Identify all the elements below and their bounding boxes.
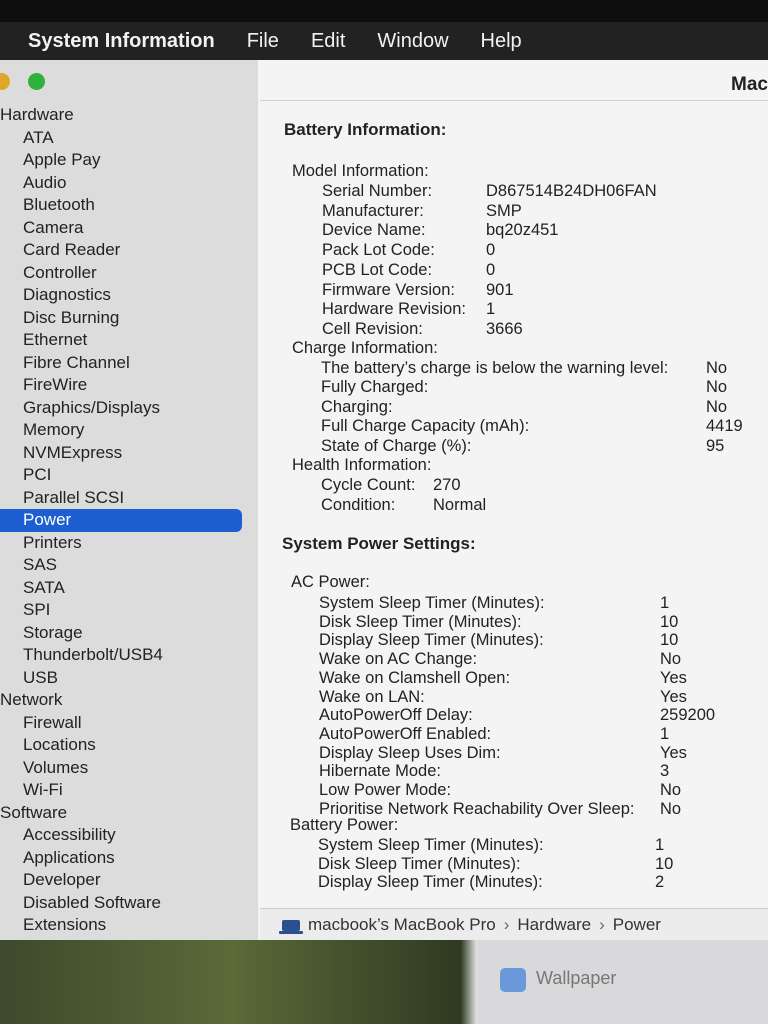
model-info-key: Device Name:: [322, 221, 426, 240]
charge-info-key: Charging:: [321, 397, 393, 416]
model-info-key: Pack Lot Code:: [322, 241, 435, 260]
model-info-value: 901: [486, 280, 514, 299]
ac-power-row: [319, 724, 730, 744]
model-info-row: [322, 240, 730, 260]
sidebar-item-extensions[interactable]: Extensions: [23, 915, 107, 934]
model-info-key: Manufacturer:: [322, 201, 424, 220]
system-information-window: [0, 60, 768, 940]
menu-file[interactable]: File: [246, 29, 279, 52]
ac-power-value: No: [660, 799, 682, 818]
ac-power-value: Yes: [660, 743, 687, 762]
ac-power-row: [319, 687, 730, 707]
ac-power-value: 259200: [660, 706, 716, 725]
titlebar-divider: [260, 100, 768, 101]
path-separator: ›: [503, 915, 510, 934]
model-info-row: [322, 280, 730, 300]
zoom-button[interactable]: [28, 73, 45, 90]
health-info-value: 270: [433, 476, 461, 494]
path-item-device[interactable]: macbook’s MacBook Pro: [308, 915, 496, 934]
battery-power-heading: Battery Power:: [290, 816, 399, 834]
battery-power-value: 10: [655, 854, 674, 873]
ac-power-key: Display Sleep Timer (Minutes):: [319, 631, 544, 650]
sidebar-item-wi-fi[interactable]: Wi-Fi: [23, 780, 63, 799]
sidebar-item-network[interactable]: Network: [0, 690, 63, 709]
ac-power-value: No: [660, 650, 682, 669]
ac-power-key: Low Power Mode:: [319, 781, 452, 799]
settings-panel-peek: [478, 940, 768, 1024]
sidebar-item-parallel-scsi[interactable]: Parallel SCSI: [23, 487, 125, 507]
wallpaper-icon: [500, 968, 526, 992]
model-info-value: 0: [486, 260, 496, 279]
battery-power-row: [318, 835, 730, 855]
laptop-icon: [282, 920, 300, 931]
sidebar-item-ata[interactable]: ATA: [23, 127, 54, 147]
sidebar-item-spi[interactable]: SPI: [23, 600, 51, 619]
sidebar-item-camera[interactable]: Camera: [23, 217, 84, 237]
ac-power-row: [319, 630, 730, 650]
ac-power-value: Yes: [660, 668, 687, 687]
model-info-row: [322, 181, 730, 201]
path-separator: ›: [599, 915, 605, 934]
health-information-heading: Health Information:: [292, 456, 432, 474]
sidebar-item-storage[interactable]: Storage: [23, 622, 83, 642]
ac-power-value: No: [660, 781, 682, 799]
ac-power-heading: AC Power:: [291, 573, 370, 591]
health-info-key: Cycle Count:: [321, 476, 416, 494]
ac-power-key: AutoPowerOff Delay:: [319, 706, 473, 725]
ac-power-key: Display Sleep Uses Dim:: [319, 743, 501, 762]
sidebar-item-developer[interactable]: Developer: [23, 870, 101, 889]
model-info-value: 1: [486, 300, 496, 319]
model-info-row: [322, 220, 730, 240]
sidebar-item-memory[interactable]: Memory: [23, 420, 85, 439]
battery-power-row: [318, 872, 730, 892]
menu-bar: [0, 22, 768, 60]
ac-power-key: Hibernate Mode:: [319, 762, 441, 781]
battery-power-value: 2: [655, 873, 665, 891]
ac-power-key: System Sleep Timer (Minutes):: [319, 594, 545, 612]
model-info-key: Hardware Revision:: [322, 300, 466, 319]
wallpaper-label[interactable]: Wallpaper: [536, 968, 617, 988]
charge-info-key: Fully Charged:: [321, 378, 429, 397]
ac-power-row: [319, 761, 730, 781]
minimize-button[interactable]: [0, 73, 10, 90]
sidebar: [0, 60, 258, 940]
health-info-row: [321, 495, 730, 515]
model-info-value: 3666: [486, 319, 523, 338]
model-info-row: [322, 260, 730, 280]
sidebar-item-nvmexpress[interactable]: NVMExpress: [23, 442, 123, 462]
ac-power-row: [319, 705, 730, 725]
screen-bezel: [0, 0, 768, 22]
model-information-heading: Model Information:: [292, 162, 429, 180]
battery-power-key: System Sleep Timer (Minutes):: [318, 836, 544, 854]
sidebar-item-firewire[interactable]: FireWire: [23, 375, 88, 394]
sidebar-item-locations[interactable]: Locations: [23, 735, 96, 754]
ac-power-value: 1: [660, 724, 670, 743]
window-title: Mac: [731, 74, 768, 95]
ac-power-row: [319, 780, 730, 800]
sidebar-item-software[interactable]: Software: [0, 802, 68, 822]
sidebar-item-ethernet[interactable]: Ethernet: [23, 330, 88, 349]
sidebar-item-thunderbolt-usb4[interactable]: Thunderbolt/USB4: [23, 645, 163, 664]
sidebar-item-firewall[interactable]: Firewall: [23, 712, 82, 732]
sidebar-item-fibre-channel[interactable]: Fibre Channel: [23, 352, 130, 372]
charge-info-value: No: [706, 378, 728, 397]
charge-info-key: Full Charge Capacity (mAh):: [321, 417, 530, 436]
path-bar: [260, 908, 768, 941]
app-menu[interactable]: System Information: [28, 29, 215, 52]
menu-window[interactable]: Window: [377, 29, 449, 52]
ac-power-row: [319, 612, 730, 632]
sidebar-item-hardware[interactable]: Hardware: [0, 105, 74, 124]
sidebar-item-bluetooth[interactable]: Bluetooth: [23, 195, 95, 214]
ac-power-row: [319, 593, 730, 613]
sidebar-item-pci[interactable]: PCI: [23, 465, 52, 484]
charge-info-value: 95: [706, 436, 725, 455]
ac-power-key: Wake on AC Change:: [319, 650, 478, 669]
model-info-value: bq20z451: [486, 221, 559, 240]
model-info-key: Serial Number:: [322, 182, 433, 200]
charge-info-row: [321, 358, 730, 378]
model-info-row: [322, 319, 730, 339]
sidebar-item-disc-burning[interactable]: Disc Burning: [23, 307, 120, 327]
model-info-value: D867514B24DH06FAN: [486, 182, 657, 200]
charge-info-key: State of Charge (%):: [321, 436, 472, 455]
charge-information-heading: Charge Information:: [292, 339, 438, 357]
ac-power-value: 3: [660, 762, 670, 781]
ac-power-key: Prioritise Network Reachability Over Sleep:: [319, 799, 635, 818]
sidebar-item-accessibility[interactable]: Accessibility: [23, 825, 116, 844]
sidebar-item-graphics-displays[interactable]: Graphics/Displays: [23, 397, 160, 417]
sidebar-item-applications[interactable]: Applications: [23, 847, 115, 867]
sidebar-item-diagnostics[interactable]: Diagnostics: [23, 285, 111, 304]
ac-power-value: Yes: [660, 687, 687, 706]
model-info-key: PCB Lot Code:: [322, 260, 433, 279]
charge-info-row: [321, 377, 730, 397]
ac-power-row: [319, 668, 730, 688]
charge-info-value: No: [706, 397, 728, 416]
system-power-settings-heading: System Power Settings:: [282, 534, 476, 553]
model-info-key: Cell Revision:: [322, 319, 423, 338]
sidebar-item-sas[interactable]: SAS: [23, 555, 58, 574]
sidebar-item-usb[interactable]: USB: [23, 667, 58, 687]
health-info-key: Condition:: [321, 495, 396, 514]
ac-power-key: Wake on LAN:: [319, 687, 425, 706]
ac-power-value: 1: [660, 594, 670, 612]
menu-edit[interactable]: Edit: [310, 29, 346, 52]
sidebar-item-controller[interactable]: Controller: [23, 262, 97, 282]
battery-power-key: Disk Sleep Timer (Minutes):: [318, 854, 521, 873]
battery-power-value: 1: [655, 836, 665, 854]
content-pane: [260, 60, 768, 940]
sidebar-item-apple-pay[interactable]: Apple Pay: [23, 150, 101, 169]
ac-power-key: AutoPowerOff Enabled:: [319, 724, 492, 743]
ac-power-value: 10: [660, 631, 679, 650]
charge-info-value: No: [706, 359, 728, 377]
ac-power-key: Wake on Clamshell Open:: [319, 668, 511, 687]
model-info-key: Firmware Version:: [322, 280, 455, 299]
ac-power-row: [319, 649, 730, 669]
sidebar-item-power[interactable]: Power: [0, 509, 242, 532]
path-item-power[interactable]: Power: [612, 915, 661, 934]
sidebar-item-disabled-software[interactable]: Disabled Software: [23, 892, 161, 912]
sidebar-item-audio[interactable]: Audio: [23, 172, 67, 192]
charge-info-row: [321, 436, 730, 456]
charge-info-row: [321, 416, 743, 436]
sidebar-item-sata[interactable]: SATA: [23, 577, 65, 597]
battery-power-key: Display Sleep Timer (Minutes):: [318, 873, 543, 891]
model-info-value: 0: [486, 241, 496, 260]
sidebar-item-printers[interactable]: Printers: [23, 532, 82, 552]
health-info-row: [321, 475, 730, 495]
menu-help[interactable]: Help: [480, 29, 522, 52]
health-info-value: Normal: [433, 495, 487, 514]
charge-info-key: The battery’s charge is below the warning level:: [321, 359, 669, 377]
charge-info-row: [321, 397, 730, 417]
sidebar-list: [0, 104, 258, 959]
ac-power-key: Disk Sleep Timer (Minutes):: [319, 612, 522, 631]
sidebar-item-volumes[interactable]: Volumes: [23, 757, 89, 777]
battery-power-row: [318, 854, 730, 874]
path-item-hardware[interactable]: Hardware: [517, 915, 592, 934]
model-info-value: SMP: [486, 201, 522, 220]
ac-power-value: 10: [660, 612, 679, 631]
sidebar-item-card-reader[interactable]: Card Reader: [23, 240, 121, 259]
battery-information-heading: Battery Information:: [284, 120, 447, 139]
model-info-row: [322, 299, 730, 319]
ac-power-row: [319, 743, 730, 763]
model-info-row: [322, 201, 730, 221]
charge-info-value: 4419: [706, 417, 743, 436]
